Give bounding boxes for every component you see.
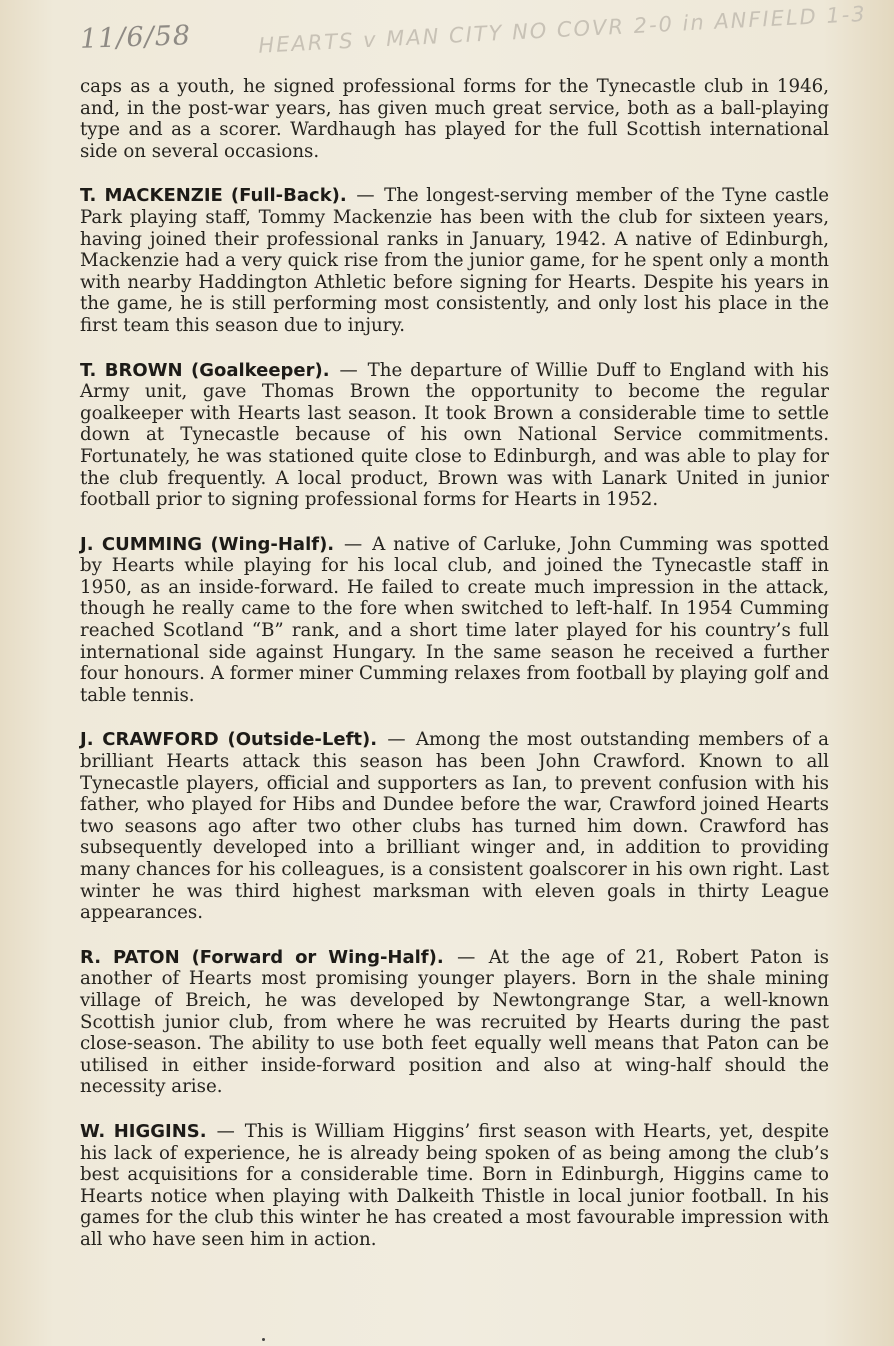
player-name: T. MACKENZIE (Full-Back).	[80, 185, 347, 207]
profile-paton	[80, 947, 829, 1098]
dash-separator: —	[356, 185, 375, 207]
intro-paragraph: caps as a youth, he signed professional forms for the Tynecastle club in 1946, and, in the post-war years, has given much great service, both as a ball-playing type and as a scorer. Wardhaugh has played for the full Scottish international side on several occasions.	[80, 76, 829, 162]
player-bio: The longest-serving member of the Tyne castle Park playing staff, Tommy Mackenzie has been with the club for sixteen years, having joined their professional ranks in January, 1942. A native of Edinburgh, Mackenzie had a very quick rise from the junior game, for he spent only a month with nearby Haddington Athletic before signing for Hearts. Despite his years in the game, he is still performing most consistently, and only lost his place in the first team this season due to injury.	[80, 185, 829, 336]
player-name: R. PATON (Forward or Wing-Half).	[80, 946, 444, 968]
article-body	[80, 76, 829, 1274]
dash-separator: —	[457, 946, 476, 968]
player-name: T. BROWN (Goalkeeper).	[80, 359, 330, 381]
player-bio: Among the most outstanding members of a brilliant Hearts attack this season has been John Crawford. Known to all Tynecastle players, official and supporters as Ian, to prevent confusion with his father, who played for Hibs and Dundee before the war, Crawford joined Hearts two seasons ago after two other clubs has turned him down. Crawford has subsequently developed into a brilliant winger and, in addition to providing many chances for his colleagues, is a consistent goalscorer in his own right. Last winter he was third highest marksman with eleven goals in thirty League appearances.	[80, 729, 829, 924]
profile-crawford	[80, 729, 829, 923]
dash-separator: —	[339, 359, 358, 381]
player-name: W. HIGGINS.	[80, 1120, 207, 1142]
player-name: J. CRAWFORD (Outside-Left).	[80, 729, 378, 751]
dash-separator: —	[216, 1120, 235, 1142]
player-bio: This is William Higgins’ first season with Hearts, yet, despite his lack of experience, he is already being spoken of as being among the club’s best acquisitions for a considerable time. Born in Edinburgh, Higgins came to Hearts notice when playing with Dalkeith Thistle in local junior football. In his games for the club this winter he has created a most favourable impression with all who have seen him in action.	[80, 1120, 829, 1250]
dash-separator: —	[344, 533, 363, 555]
ink-speck	[262, 1338, 265, 1341]
handwritten-date: 11/6/58	[79, 20, 192, 55]
dash-separator: —	[387, 729, 406, 751]
profile-cumming	[80, 534, 829, 707]
player-bio: A native of Carluke, John Cumming was spotted by Hearts while playing for his local club, and joined the Tynecastle staff in 1950, as an inside-forward. He failed to create much impression in the attack, though he really came to the fore when switched to left-half. In 1954 Cumming reached Scotland “B” rank, and a short time later played for his country’s full international side against Hungary. In the same season he received a further four honours. A former miner Cumming relaxes from football by playing golf and table tennis.	[80, 533, 830, 706]
profile-mackenzie	[80, 185, 829, 336]
player-bio: At the age of 21, Robert Paton is another of Hearts most promising younger players. Born in the shale mining village of Breich, he was developed by Newtongrange Star, a well-known Scottish junior club, from where he was recruited by Hearts during the past close-season. The ability to use both feet equally well means that Paton can be utilised in either inside-forward position and also at wing-half should the necessity arise.	[80, 946, 829, 1098]
profile-higgins	[80, 1121, 829, 1251]
player-bio: The departure of Willie Duff to England with his Army unit, gave Thomas Brown the opportunity to become the regular goalkeeper with Hearts last season. It took Brown a considerable time to settle down at Tynecastle because of his own National Service commitments. Fortunately, he was stationed quite close to Edinburgh, and was able to play for the club frequently. A local product, Brown was with Lanark United in junior football prior to signing professional forms for Hearts in 1952.	[80, 359, 829, 511]
profile-brown	[80, 360, 829, 511]
player-name: J. CUMMING (Wing-Half).	[80, 533, 335, 555]
handwritten-note: HEARTS v MAN CITY NO COVR 2-0 in ANFIELD 1-3	[257, 1, 868, 58]
